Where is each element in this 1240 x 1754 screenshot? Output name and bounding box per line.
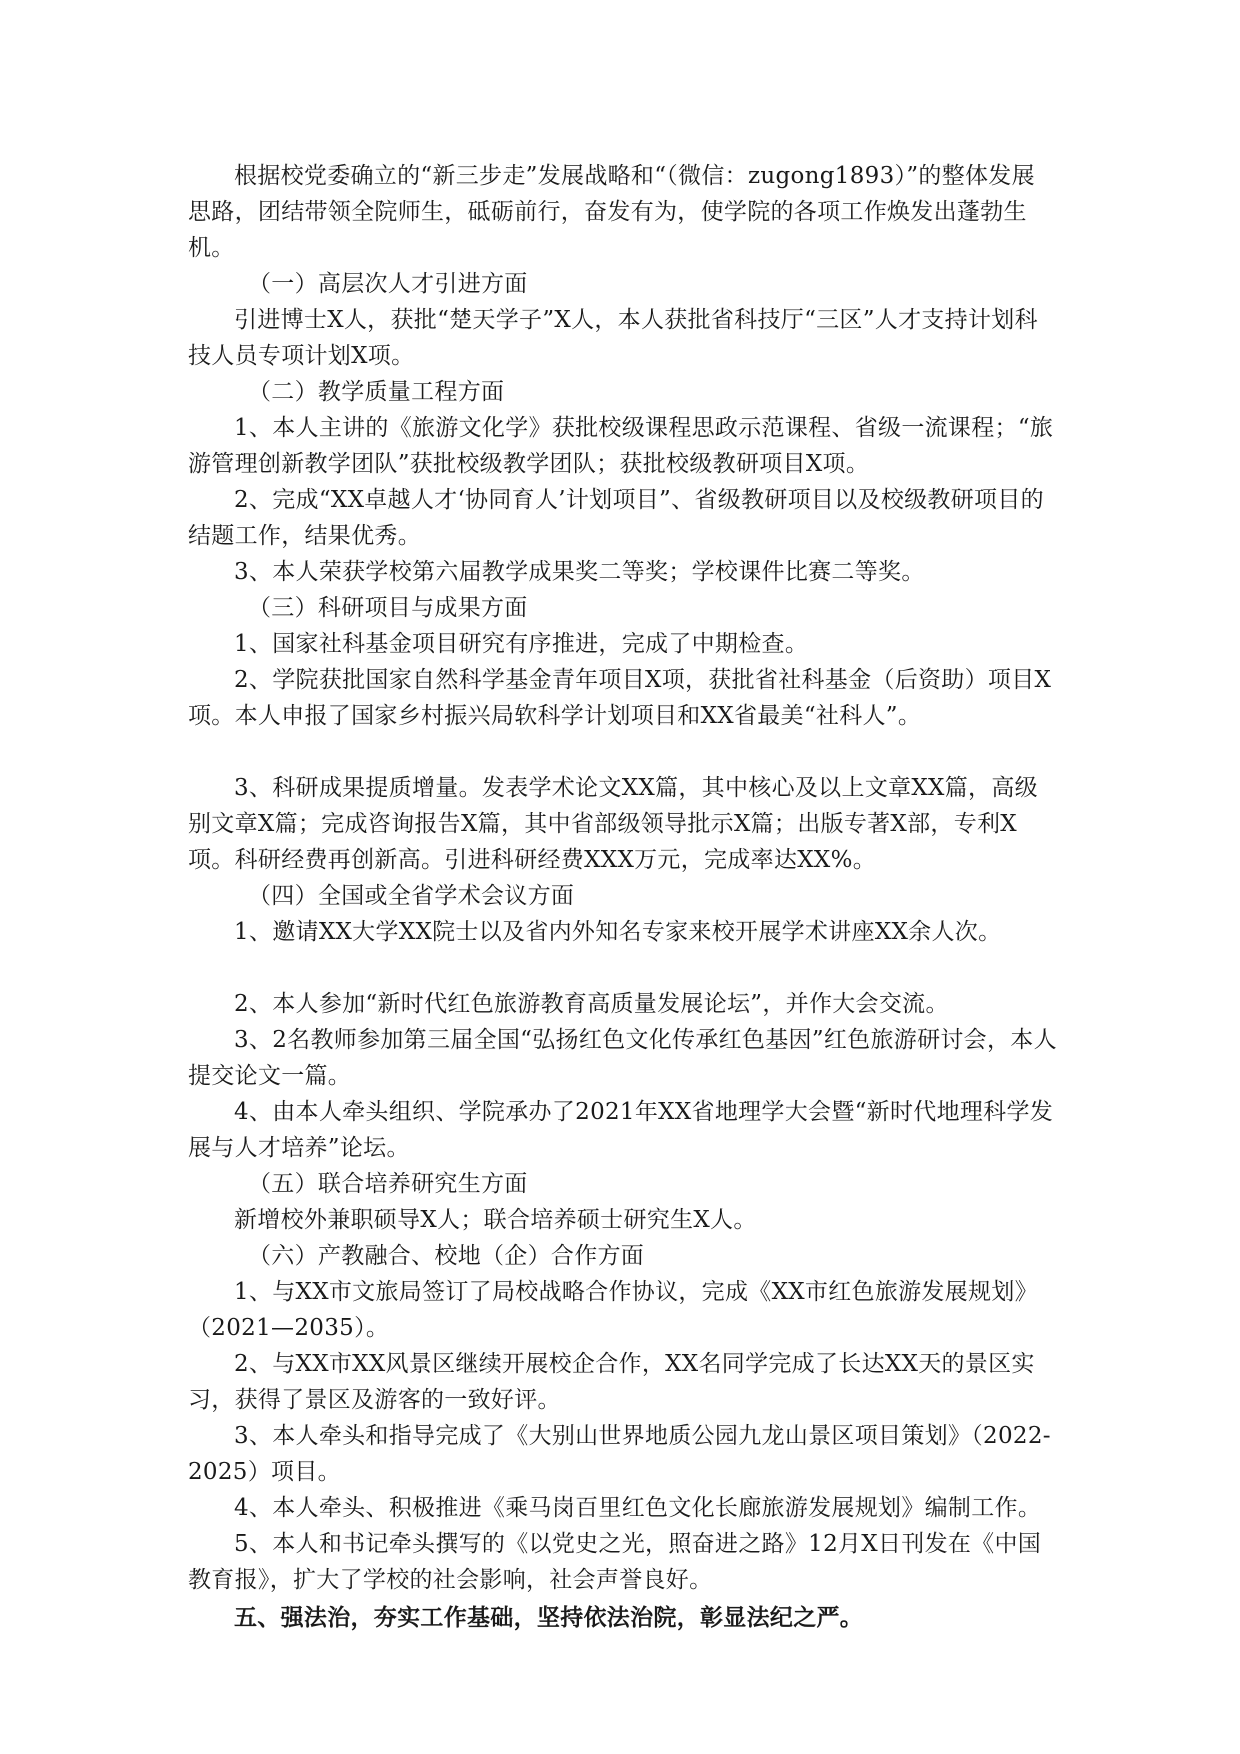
paragraph-cooperation-5: 5、本人和书记牵头撰写的《以党史之光，照奋进之路》12月X日刊发在《中国教育报》，扩大了学校的社会影响，社会声誉良好。 [188,1531,1042,1593]
paragraph-conference-4: 4、由本人牵头组织、学院承办了2021年XX省地理学大会暨“新时代地理科学发展与人才培养”论坛。 [188,1099,1054,1161]
section-heading-teaching: （二）教学质量工程方面 [248,379,505,405]
paragraph-conference-3: 3、2名教师参加第三届全国“弘扬红色文化传承红色基因”红色旅游研讨会，本人提交论文一篇。 [188,1027,1057,1089]
section-heading-talent: （一）高层次人才引进方面 [248,271,528,297]
paragraph-cooperation-2: 2、与XX市XX风景区继续开展校企合作，XX名同学完成了长达XX天的景区实习，获得了景区及游客的一致好评。 [188,1351,1035,1413]
paragraph-cooperation-1: 1、与XX市文旅局签订了局校战略合作协议，完成《XX市红色旅游发展规划》（2021—2035）。 [188,1279,1038,1341]
paragraph-research-2: 2、学院获批国家自然科学基金青年项目X项，获批省社科基金（后资助）项目X项。本人申报了国家乡村振兴局软科学计划项目和XX省最美“社科人”。 [188,667,1052,729]
paragraph-research-1: 1、国家社科基金项目研究有序推进，完成了中期检查。 [234,631,809,657]
paragraph-conference-1: 1、邀请XX大学XX院士以及省内外知名专家来校开展学术讲座XX余人次。 [234,919,1002,945]
section-heading-research: （三）科研项目与成果方面 [248,595,528,621]
section-heading-cooperation: （六）产教融合、校地（企）合作方面 [248,1243,645,1269]
paragraph-research-3: 3、科研成果提质增量。发表学术论文XX篇，其中核心及以上文章XX篇，高级别文章X篇；完成咨询报告X篇，其中省部级领导批示X篇；出版专著X部，专利X项。科研经费再创新高。引进科研经费XXX万元，完成率达XX%。 [188,775,1038,873]
document-body [188,158,1058,1636]
paragraph-teaching-2: 2、完成“XX卓越人才‘协同育人’计划项目”、省级教研项目以及校级教研项目的结题工作，结果优秀。 [188,487,1044,549]
paragraph-conference-2: 2、本人参加“新时代红色旅游教育高质量发展论坛”，并作大会交流。 [234,991,949,1017]
paragraph-cooperation-3: 3、本人牵头和指导完成了《大别山世界地质公园九龙山景区项目策划》（2022-2025）项目。 [188,1423,1051,1485]
section-heading-rule-of-law: 五、强法治，夯实工作基础，坚持依法治院，彰显法纪之严。 [234,1604,864,1631]
section-heading-graduate: （五）联合培养研究生方面 [248,1171,528,1197]
paragraph-talent: 引进博士X人，获批“楚天学子”X人，本人获批省科技厅“三区”人才支持计划科技人员专项计划X项。 [188,307,1038,369]
paragraph-graduate: 新增校外兼职硕导X人；联合培养硕士研究生X人。 [234,1207,757,1233]
paragraph-cooperation-4: 4、本人牵头、积极推进《乘马岗百里红色文化长廊旅游发展规划》编制工作。 [234,1495,1042,1521]
paragraph-teaching-3: 3、本人荣获学校第六届教学成果奖二等奖；学校课件比赛二等奖。 [234,559,925,585]
section-heading-conference: （四）全国或全省学术会议方面 [248,883,575,909]
paragraph-intro: 根据校党委确立的“新三步走”发展战略和“（微信：zugong1893）”的整体发展思路，团结带领全院师生，砥砺前行，奋发有为，使学院的各项工作焕发出蓬勃生机。 [188,163,1035,261]
paragraph-teaching-1: 1、本人主讲的《旅游文化学》获批校级课程思政示范课程、省级一流课程；“旅游管理创新教学团队”获批校级教学团队；获批校级教研项目X项。 [188,415,1054,477]
